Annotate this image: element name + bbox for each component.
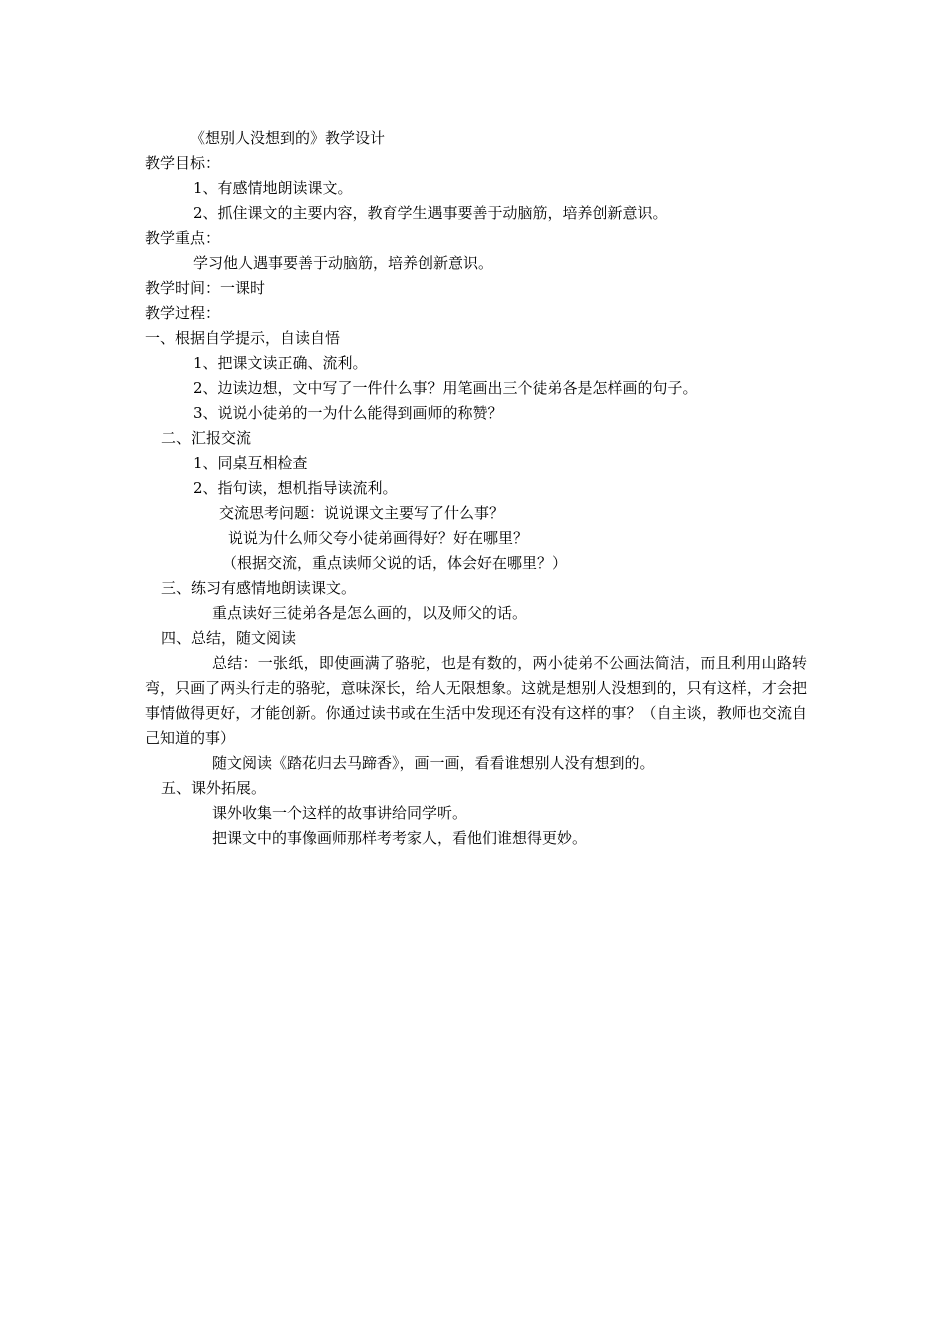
section2-heading: 二、汇报交流 [161, 429, 252, 447]
document-title: 《想别人没想到的》教学设计 [190, 129, 386, 147]
section2-item: 2、指句读，想机指导读流利。 [193, 479, 398, 497]
section2-item: 1、同桌互相检查 [193, 454, 308, 472]
section5-heading: 五、课外拓展。 [161, 779, 267, 797]
discussion-question: 说说为什么师父夸小徒弟画得好？好在哪里？ [228, 529, 529, 547]
focus-heading: 教学重点： [145, 229, 221, 247]
focus-text: 学习他人遇事要善于动脑筋，培养创新意识。 [193, 254, 494, 272]
section1-heading: 一、根据自学提示，自读自悟 [145, 329, 341, 347]
section1-item: 2、边读边想，文中写了一件什么事？用笔画出三个徒弟各是怎样画的句子。 [193, 379, 698, 397]
section1-item: 1、把课文读正确、流利。 [193, 354, 368, 372]
section1-item: 3、说说小徒弟的一为什么能得到画师的称赞？ [193, 404, 503, 422]
objective-item: 1、有感情地朗读课文。 [193, 179, 353, 197]
reading-text: 随文阅读《踏花归去马蹄香》，画一画，看看谁想别人没有想到的。 [212, 754, 655, 772]
section5-item: 课外收集一个这样的故事讲给同学听。 [212, 804, 468, 822]
section3-heading: 三、练习有感情地朗读课文。 [161, 579, 357, 597]
process-heading: 教学过程： [145, 304, 221, 322]
time-text: 教学时间：一课时 [145, 279, 266, 297]
summary-paragraph: 总结：一张纸，即使画满了骆驼，也是有数的，两小徒弟不公画法简洁，而且利用山路转弯，只画了两头行走的骆驼，意味深长，给人无限想象。这就是想别人没想到的，只有这样，才会把事情做得更好，才能创新。你通过读书或在生活中发现还有没有这样的事？（自主谈，教师也交流自己知道的事） [145, 654, 807, 747]
section5-item: 把课文中的事像画师那样考考家人，看他们谁想得更妙。 [212, 829, 588, 847]
objectives-heading: 教学目标： [145, 154, 221, 172]
discussion-question: 交流思考问题：说说课文主要写了什么事？ [219, 504, 505, 522]
section3-text: 重点读好三徒弟各是怎么画的，以及师父的话。 [212, 604, 528, 622]
section4-heading: 四、总结，随文阅读 [161, 629, 297, 647]
discussion-note: （根据交流，重点读师父说的话，体会好在哪里？） [222, 554, 568, 572]
objective-item: 2、抓住课文的主要内容，教育学生遇事要善于动脑筋，培养创新意识。 [193, 204, 668, 222]
